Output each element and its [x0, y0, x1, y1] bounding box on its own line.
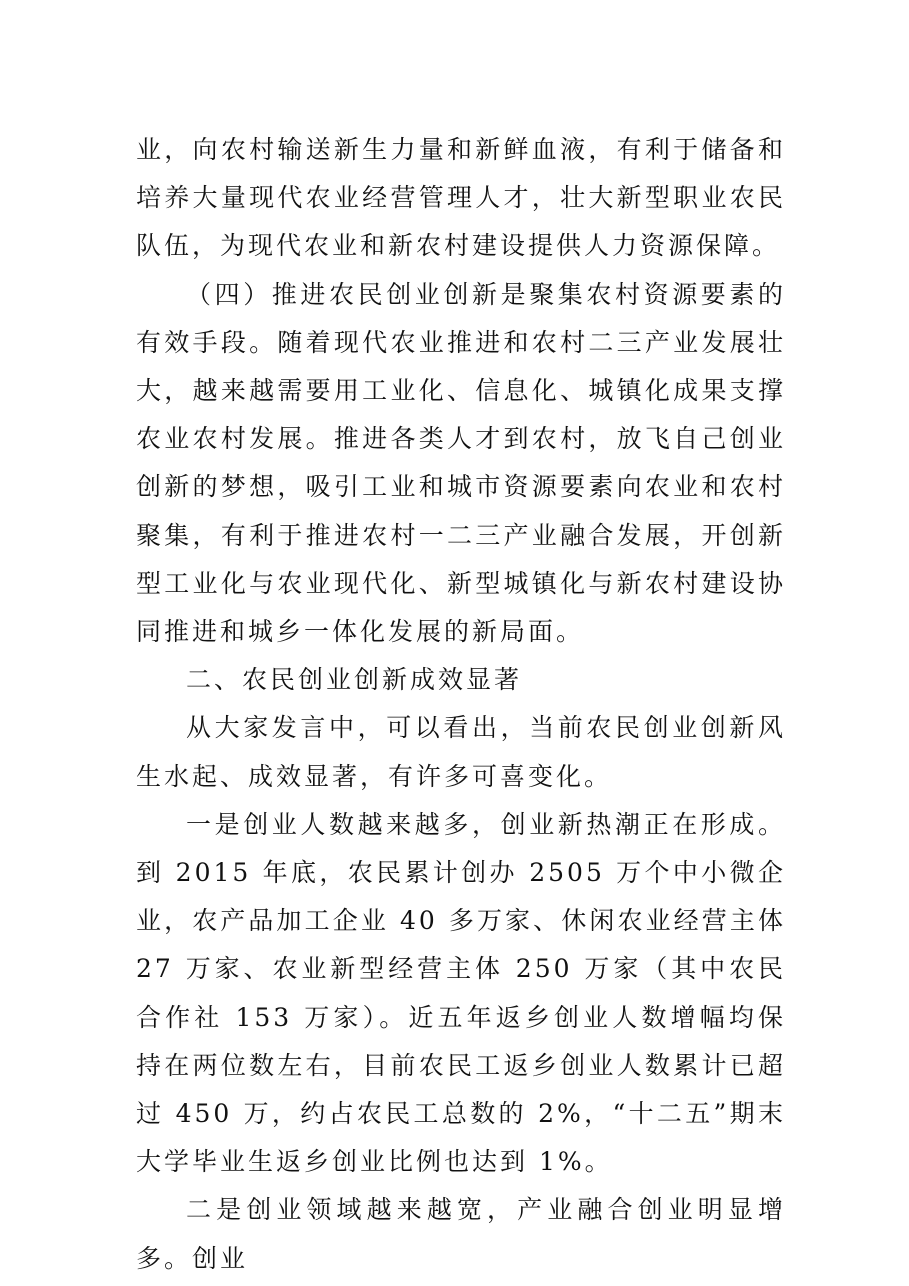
paragraph-continuation: 业，向农村输送新生力量和新鲜血液，有利于储备和培养大量现代农业经营管理人才，壮大新型职业农民队伍，为现代农业和新农村建设提供人力资源保障。: [136, 135, 786, 261]
document-body: [136, 126, 786, 1283]
paragraph-section-four: （四）推进农民创业创新是聚集农村资源要素的有效手段。随着现代农业推进和农村二三产业发展壮大，越来越需要用工业化、信息化、城镇化成果支撑农业农村发展。推进各类人才到农村，放飞自己创业创新的梦想，吸引工业和城市资源要素向农业和农村聚集，有利于推进农村一二三产业融合发展，开创新型工业化与农业现代化、新型城镇化与新农村建设协同推进和城乡一体化发展的新局面。: [136, 279, 786, 647]
section-heading-two: 二、农民创业创新成效显著: [186, 665, 523, 695]
paragraph-point-one: 一是创业人数越来越多，创业新热潮正在形成。到 2015 年底，农民累计创办 2505 万个中小微企业，农产品加工企业 40 多万家、休闲农业经营主体 27 万家、农业新型经营主体 250 万家（其中农民合作社 153 万家）。近五年返乡创业人数增幅均保持在两位数左右，目前农民工返乡创业人数累计已超过 450 万，约占农民工总数的 2%，“十二五”期末大学毕业生返乡创业比例也达到 1%。: [136, 809, 786, 1177]
paragraph-point-two: 二是创业领域越来越宽，产业融合创业明显增多。创业: [136, 1195, 786, 1273]
paragraph-intro: 从大家发言中，可以看出，当前农民创业创新风生水起、成效显著，有许多可喜变化。: [136, 713, 786, 791]
